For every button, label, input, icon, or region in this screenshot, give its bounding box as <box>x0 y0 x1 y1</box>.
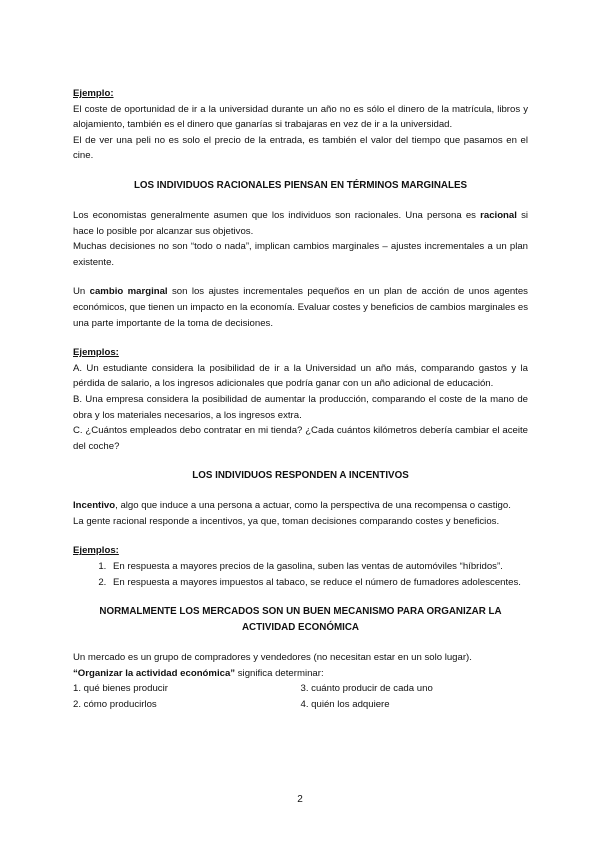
paragraph: Un cambio marginal son los ajustes incrementales pequeños en un plan de acción de unos agentes económicos, que tienen un impacto en la economía. Evaluar costes y beneficios de cambios marginales es una parte importante de la toma de decisiones. <box>73 286 528 329</box>
list-item: 1. qué bienes producir <box>73 683 168 695</box>
list-item: 1. En respuesta a mayores precios de la gasolina, suben las ventas de automóviles “híbridos”. <box>109 559 528 575</box>
bold-term: racional <box>480 209 517 221</box>
example-label: Ejemplo: <box>73 88 114 99</box>
section-heading: LOS INDIVIDUOS RESPONDEN A INCENTIVOS <box>192 470 409 482</box>
list-item: 3. cuánto producir de cada uno <box>300 683 433 695</box>
examples-label: Ejemplos: <box>73 545 119 557</box>
paragraph: Un mercado es un grupo de compradores y vendedores (no necesitan estar en un solo lugar). <box>73 652 472 664</box>
section-heading: LOS INDIVIDUOS RACIONALES PIENSAN EN TÉRMINOS MARGINALES <box>133 179 468 191</box>
determine-list-row <box>73 697 528 713</box>
list-item: 2. cómo producirlos <box>73 699 157 711</box>
paragraph: Los economistas generalmente asumen que los individuos son racionales. Una persona es racional si hace lo posible por alcanzar sus objetivos. <box>73 209 528 237</box>
paragraph: El coste de oportunidad de ir a la universidad durante un año no es sólo el dinero de la matrícula, libros y alojamiento, también es el dinero que ganarías si trabajaras en vez de ir a la universidad. <box>73 103 528 131</box>
paragraph: “Organizar la actividad económica” significa determinar: <box>73 667 324 679</box>
list-item: 4. quién los adquiere <box>300 699 390 711</box>
examples-list <box>73 559 528 590</box>
examples-label: Ejemplos: <box>73 347 119 359</box>
paragraph: Muchas decisiones no son “todo o nada”, implican cambios marginales – ajustes incrementales a un plan existente. <box>73 241 528 268</box>
determine-list-row <box>73 681 528 697</box>
page-content <box>73 86 528 713</box>
paragraph: La gente racional responde a incentivos, ya que, toman decisiones comparando costes y beneficios. <box>73 515 500 527</box>
bold-term: “Organizar la actividad económica” <box>73 667 236 679</box>
page-number: 2 <box>297 794 303 805</box>
example-item: C. ¿Cuántos empleados debo contratar en mi tienda? ¿Cada cuántos kilómetros debería cambiar el aceite del coche? <box>73 425 528 452</box>
bold-term: Incentivo <box>73 500 116 512</box>
example-item: B. Una empresa considera la posibilidad de aumentar la producción, comparando el coste de la mano de obra y los materiales necesarios, a los ingresos extra. <box>73 393 528 421</box>
paragraph: Incentivo, algo que induce a una persona a actuar, como la perspectiva de una recompensa o castigo. <box>73 500 511 512</box>
list-item: 2. En respuesta a mayores impuestos al tabaco, se reduce el número de fumadores adolescentes. <box>109 575 528 591</box>
paragraph: El de ver una peli no es solo el precio de la entrada, es también el valor del tiempo que pasamos en el cine. <box>73 134 528 162</box>
section-heading: NORMALMENTE LOS MERCADOS SON UN BUEN MECANISMO PARA ORGANIZAR LA ACTIVIDAD ECONÓMICA <box>99 606 502 634</box>
example-item: A. Un estudiante considera la posibilidad de ir a la Universidad un año más, comparando gastos y la pérdida de salario, a los ingresos adicionales que podría ganar con un año adicional de educación. <box>73 362 528 390</box>
bold-term: cambio marginal <box>89 286 168 298</box>
